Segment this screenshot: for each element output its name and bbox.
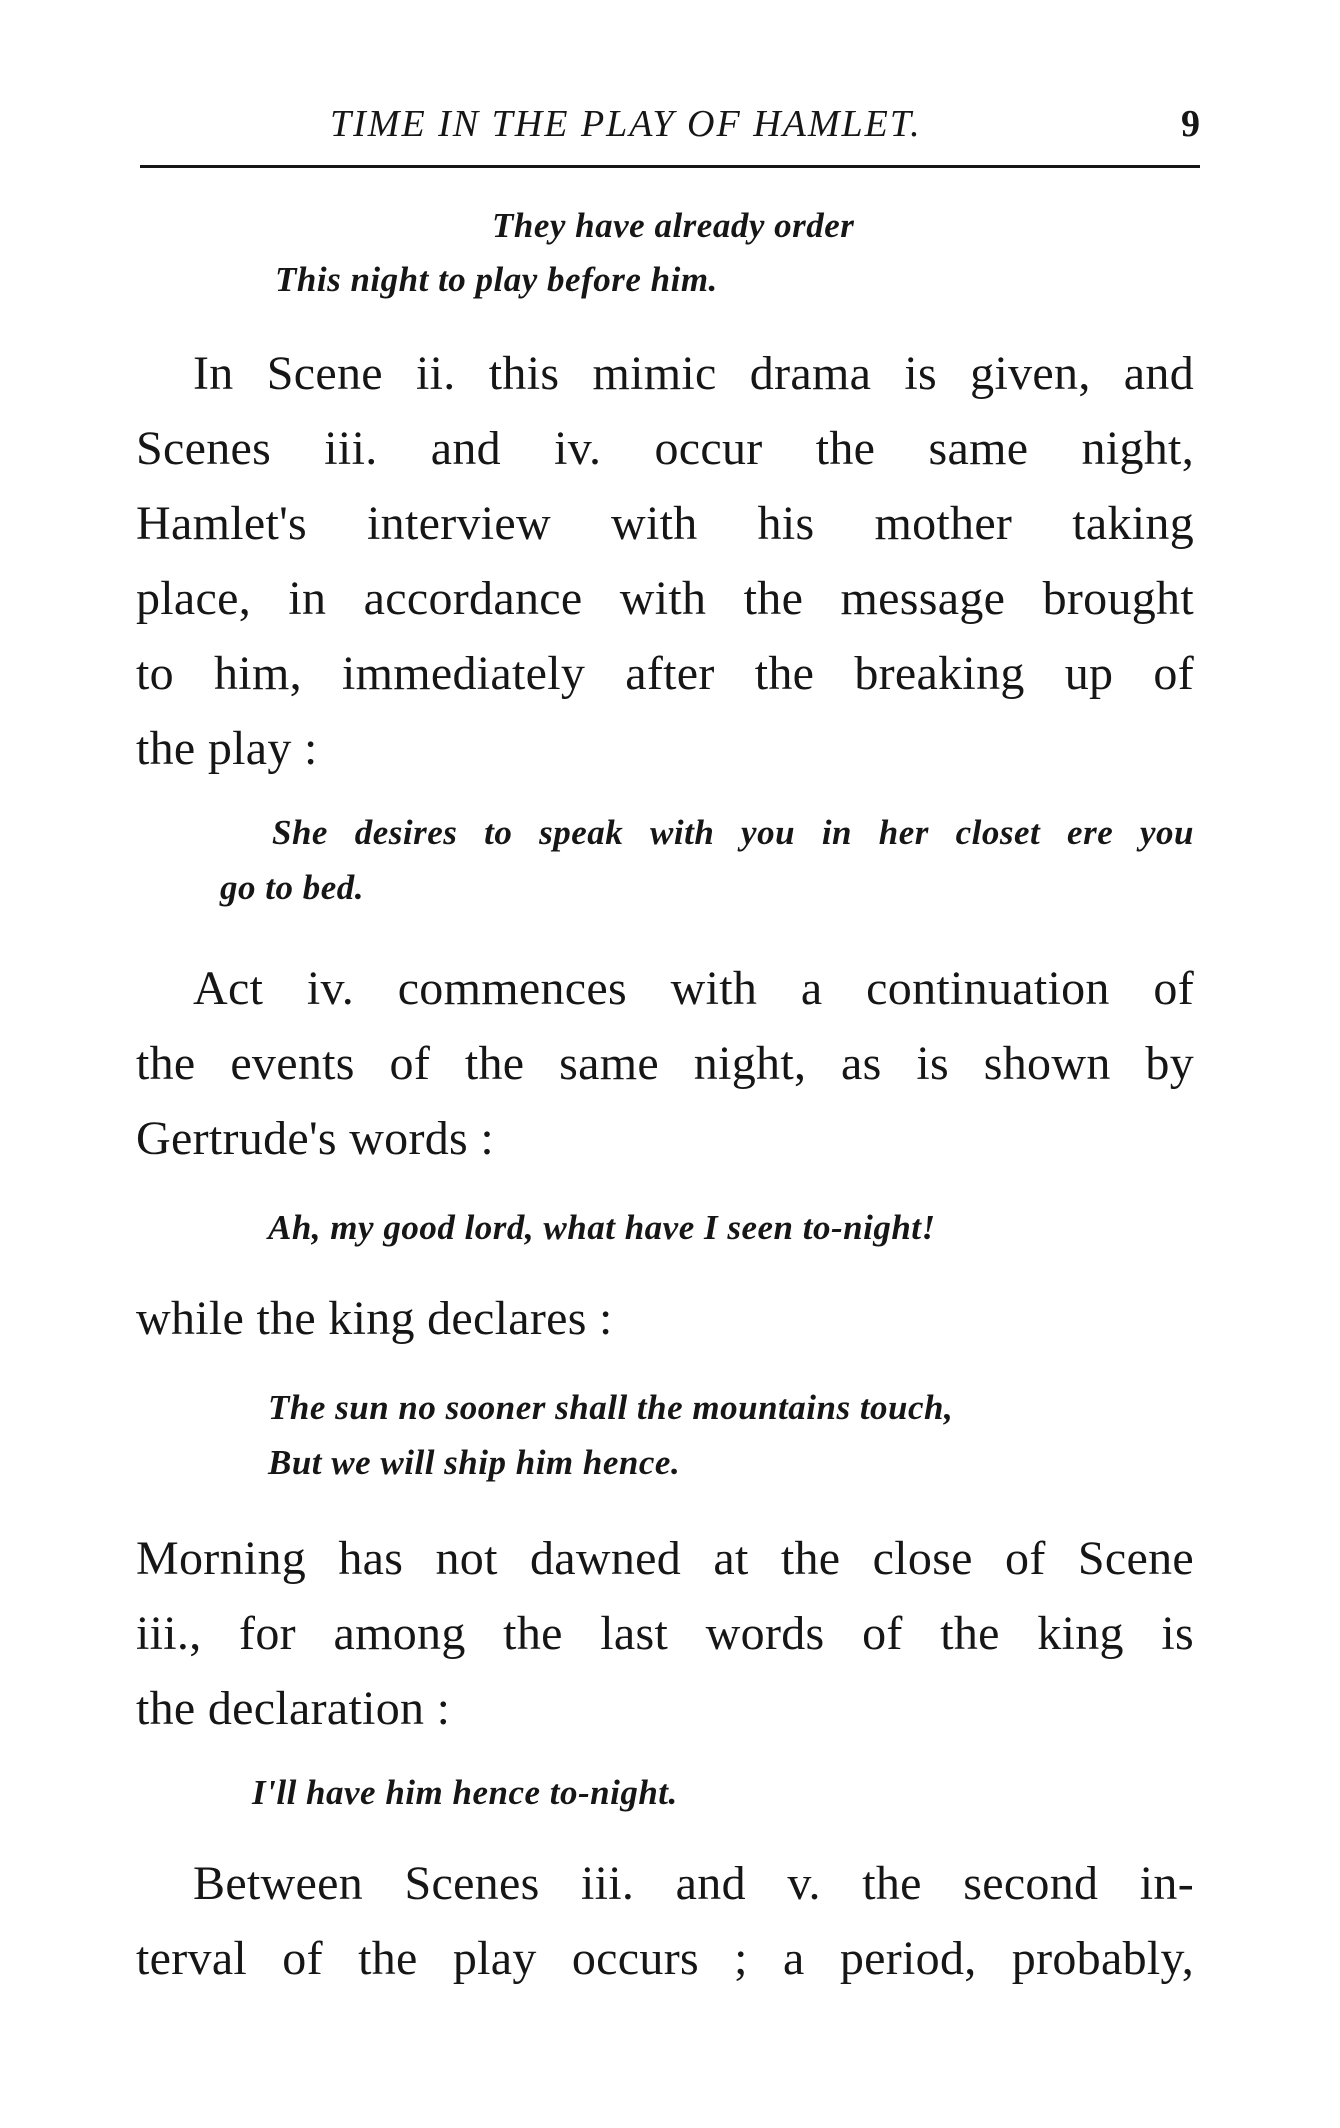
paragraph-line: iii., for among the last words of the king is [136, 1607, 1194, 1660]
quote-line: They have already order [492, 206, 855, 245]
quote-line: go to bed. [220, 868, 365, 907]
quote-line: But we will ship him hence. [268, 1443, 681, 1482]
running-title: TIME IN THE PLAY OF HAMLET. [330, 103, 922, 145]
paragraph-line: place, in accordance with the message brought [136, 572, 1194, 625]
quote-line: This night to play before him. [275, 260, 718, 299]
paragraph-line: while the king declares : [136, 1292, 613, 1345]
paragraph-line: terval of the play occurs ; a period, probably, [136, 1932, 1194, 1985]
paragraph-line: Hamlet's interview with his mother taking [136, 497, 1194, 550]
paragraph-line: the events of the same night, as is shown by [136, 1037, 1194, 1090]
quote-line: She desires to speak with you in her closet ere you [272, 813, 1194, 852]
quote-line: The sun no sooner shall the mountains touch, [268, 1388, 954, 1427]
paragraph-line: the play : [136, 722, 318, 775]
page-number: 9 [1181, 103, 1200, 145]
paragraph-line: In Scene ii. this mimic drama is given, and [193, 347, 1194, 400]
paragraph-line: Gertrude's words : [136, 1112, 494, 1165]
paragraph-line: Between Scenes iii. and v. the second in- [193, 1857, 1194, 1910]
running-head [140, 102, 1200, 162]
header-rule [140, 165, 1200, 168]
paragraph-line: Morning has not dawned at the close of Scene [136, 1532, 1194, 1585]
paragraph-line: Act iv. commences with a continuation of [193, 962, 1194, 1015]
paragraph-line: to him, immediately after the breaking up of [136, 647, 1194, 700]
quote-line: I'll have him hence to-night. [252, 1773, 678, 1812]
paragraph-line: Scenes iii. and iv. occur the same night, [136, 422, 1194, 475]
quote-line: Ah, my good lord, what have I seen to-night! [268, 1208, 936, 1247]
paragraph-line: the declaration : [136, 1682, 451, 1735]
